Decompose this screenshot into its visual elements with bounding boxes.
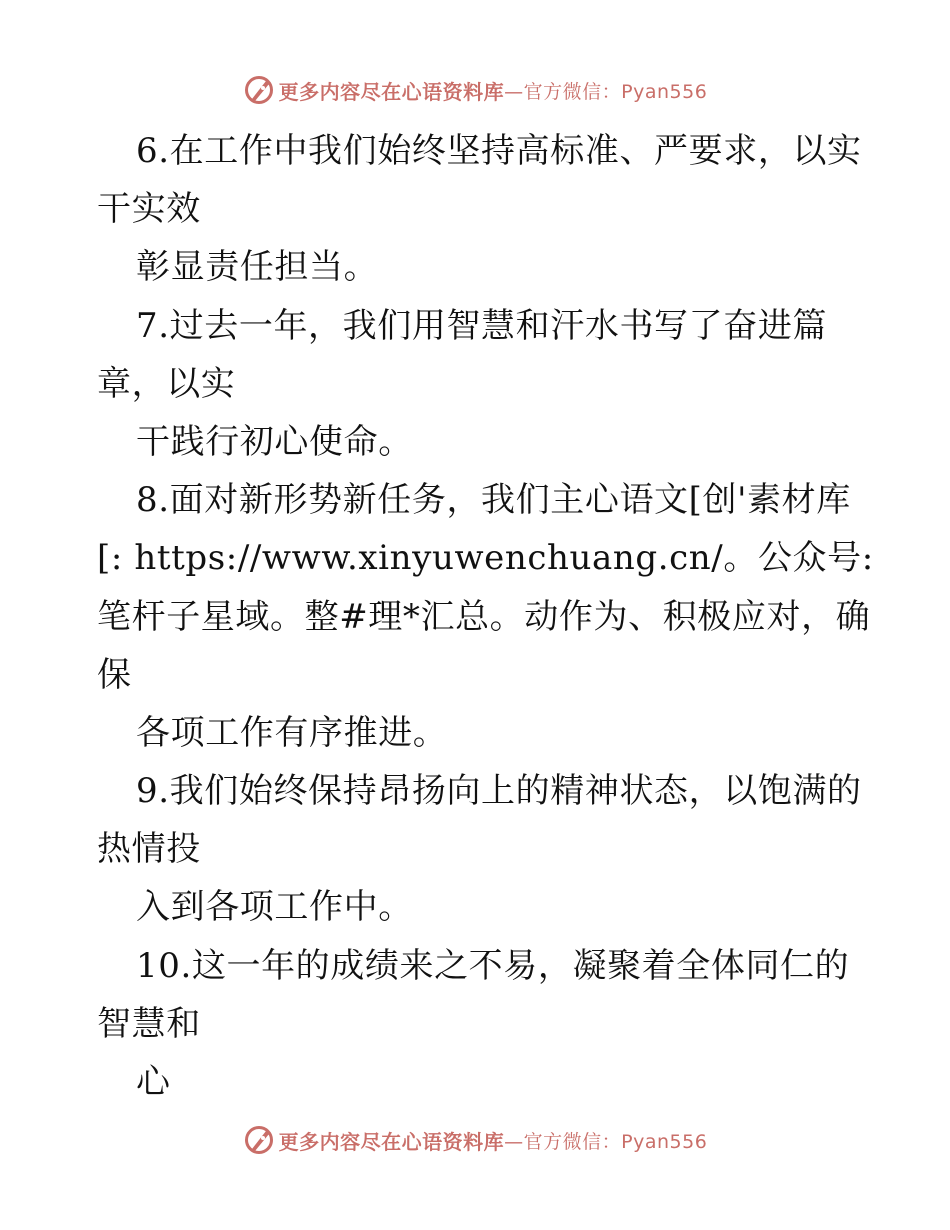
footer-banner-main-text: 更多内容尽在心语资料库 xyxy=(278,1129,505,1154)
document-body xyxy=(97,122,874,1111)
footer-banner-contact-text: —官方微信：Pyan556 xyxy=(504,1130,708,1153)
text-line: 各项工作有序推进。 xyxy=(136,712,448,753)
text-line: 保 xyxy=(97,654,132,695)
text-line: 智慧和 xyxy=(97,1003,201,1044)
pen-nib-circle-icon xyxy=(243,1124,275,1156)
text-line: 7.过去一年，我们用智慧和汗水书写了奋进篇 xyxy=(136,305,828,346)
text-line: 热情投 xyxy=(97,829,201,870)
text-line: 8.面对新形势新任务，我们主心语文[创'素材库 xyxy=(136,480,851,521)
footer-watermark-banner xyxy=(0,1120,950,1160)
text-line: 彰显责任担当。 xyxy=(136,247,379,288)
text-line: 笔杆子星域。整#理*汇总。动作为、积极应对，确 xyxy=(97,596,871,637)
text-line: 心 xyxy=(136,1062,171,1102)
text-line: 6.在工作中我们始终坚持高标准、严要求，以实 xyxy=(136,131,862,171)
header-banner-main-text: 更多内容尽在心语资料库 xyxy=(278,79,505,104)
text-line: 入到各项工作中。 xyxy=(136,887,413,928)
text-line: 干践行初心使命。 xyxy=(136,421,413,462)
text-line: [: https://www.xinyuwenchuang.cn/。公众号: xyxy=(97,538,874,579)
text-line: 干实效 xyxy=(97,189,201,230)
header-watermark-banner xyxy=(0,70,950,110)
text-line: 9.我们始终保持昂扬向上的精神状态，以饱满的 xyxy=(136,771,862,812)
pen-nib-circle-icon xyxy=(243,74,275,106)
text-line: 章，以实 xyxy=(97,363,236,404)
header-banner-contact-text: —官方微信：Pyan556 xyxy=(504,80,708,103)
text-line: 10.这一年的成绩来之不易，凝聚着全体同仁的 xyxy=(136,945,850,986)
